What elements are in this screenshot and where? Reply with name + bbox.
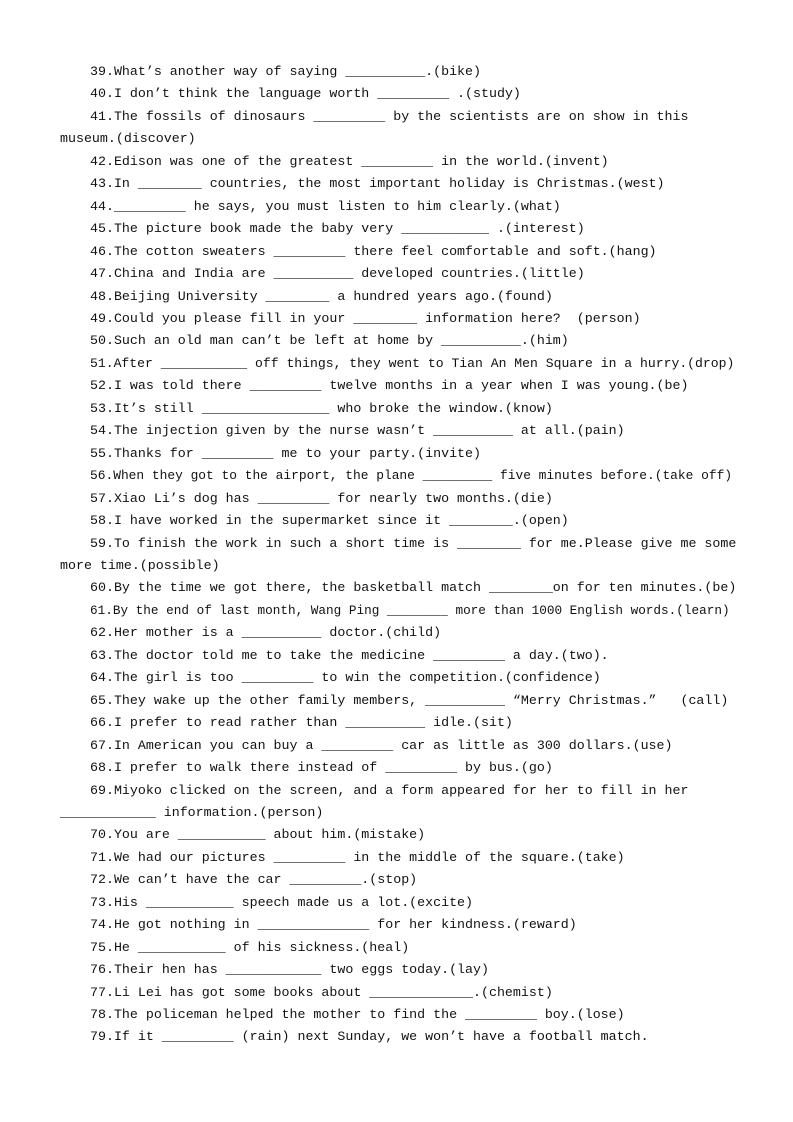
exercise-line: 64.The girl is too _________ to win the competition.(confidence) (90, 670, 601, 686)
exercise-line: 51.After ___________ off things, they went to Tian An Men Square in a hurry.(drop) (90, 355, 735, 371)
exercise-line: 49.Could you please fill in your ________ information here? (person) (90, 310, 641, 326)
exercise-line: 39.What’s another way of saying __________.(bike) (90, 64, 481, 79)
exercise-line: 40.I don’t think the language worth _________ .(study) (90, 86, 521, 102)
exercise-line-continuation: more time.(possible) (60, 557, 220, 573)
exercise-line: 77.Li Lei has got some books about _____________.(chemist) (90, 984, 553, 1000)
exercise-line: 56.When they got to the airport, the plane _________ five minutes before.(take off) (90, 468, 733, 484)
exercise-line: 45.The picture book made the baby very ___________ .(interest) (90, 221, 585, 237)
exercise-line: 46.The cotton sweaters _________ there feel comfortable and soft.(hang) (90, 243, 657, 259)
exercise-line: 41.The fossils of dinosaurs _________ by the scientists are on show in this (90, 108, 689, 124)
exercise-line-continuation: ____________ information.(person) (60, 804, 324, 820)
exercise-line: 54.The injection given by the nurse wasn’t __________ at all.(pain) (90, 423, 625, 439)
exercise-line: 78.The policeman helped the mother to find the _________ boy.(lose) (90, 1007, 625, 1023)
exercise-line: 42.Edison was one of the greatest _________ in the world.(invent) (90, 153, 609, 169)
exercise-line: 53.It’s still ________________ who broke the window.(know) (90, 400, 553, 416)
exercise-line: 68.I prefer to walk there instead of _________ by bus.(go) (90, 760, 553, 776)
exercise-line: 59.To finish the work in such a short time is ________ for me.Please give me some (90, 535, 737, 551)
exercise-line: 47.China and India are __________ developed countries.(little) (90, 266, 585, 282)
exercise-line: 79.If it _________ (rain) next Sunday, we won’t have a football match. (90, 1029, 649, 1045)
exercise-line: 71.We had our pictures _________ in the middle of the square.(take) (90, 849, 625, 865)
exercise-line: 65.They wake up the other family members, __________ “Merry Christmas.” (call) (90, 692, 729, 708)
exercise-line: 50.Such an old man can’t be left at home by __________.(him) (90, 333, 569, 349)
exercise-line: 55.Thanks for _________ me to your party.(invite) (90, 445, 481, 461)
exercise-line: 43.In ________ countries, the most important holiday is Christmas.(west) (90, 176, 665, 192)
exercise-line: 48.Beijing University ________ a hundred years ago.(found) (90, 288, 553, 304)
exercise-line: 70.You are ___________ about him.(mistake) (90, 827, 426, 843)
exercise-line: 69.Miyoko clicked on the screen, and a form appeared for her to fill in her (90, 782, 689, 798)
exercise-line: 63.The doctor told me to take the medicine _________ a day.(two). (90, 647, 609, 663)
exercise-line: 72.We can’t have the car _________.(stop) (90, 872, 418, 888)
exercise-line: 67.In American you can buy a _________ car as little as 300 dollars.(use) (90, 737, 673, 753)
exercise-line: 58.I have worked in the supermarket since it ________.(open) (90, 513, 569, 529)
exercise-line: 60.By the time we got there, the basketball match ________on for ten minutes.(be) (90, 580, 737, 596)
exercise-line: 73.His ___________ speech made us a lot.(excite) (90, 894, 474, 910)
exercise-line-continuation: museum.(discover) (60, 131, 196, 147)
exercise-line: 57.Xiao Li’s dog has _________ for nearly two months.(die) (90, 490, 553, 506)
exercise-line: 62.Her mother is a __________ doctor.(child) (90, 625, 442, 641)
exercise-line: 74.He got nothing in ______________ for her kindness.(reward) (90, 917, 577, 933)
exercise-line: 61.By the end of last month, Wang Ping ________ more than 1000 English words.(learn) (90, 602, 730, 618)
exercise-line: 52.I was told there _________ twelve months in a year when I was young.(be) (90, 378, 689, 394)
exercise-line: 75.He ___________ of his sickness.(heal) (90, 939, 410, 955)
exercise-line: 44._________ he says, you must listen to him clearly.(what) (90, 198, 561, 214)
exercise-line: 76.Their hen has ____________ two eggs today.(lay) (90, 962, 489, 978)
exercise-line: 66.I prefer to read rather than __________ idle.(sit) (90, 715, 513, 731)
